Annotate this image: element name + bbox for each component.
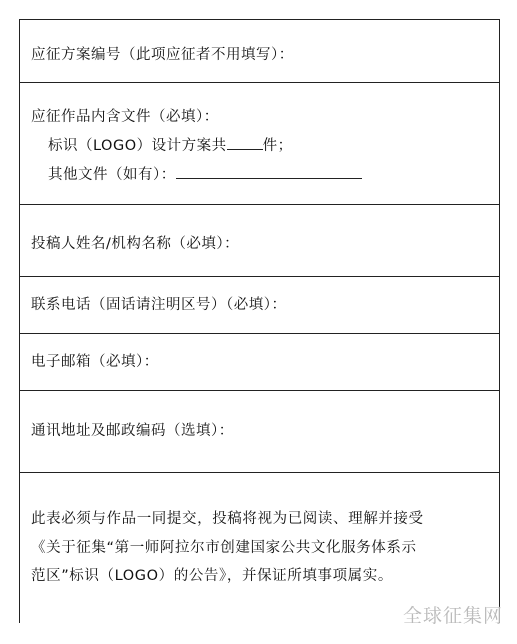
- scheme-number-row: [20, 20, 499, 83]
- submitter-name-label: 投稿人姓名/机构名称（必填）：: [31, 236, 240, 252]
- phone-row: [20, 277, 499, 334]
- other-files-line: [31, 161, 499, 190]
- logo-count-label: 标识（LOGO）设计方案共: [48, 138, 227, 154]
- included-files-heading: 应征作品内含文件（必填）：: [31, 109, 219, 125]
- address-row: [20, 391, 499, 473]
- logo-count-line: [31, 132, 499, 161]
- declaration-line-2: 《关于征集“第一师阿拉尔市创建国家公共文化服务体系示: [31, 539, 417, 556]
- watermark-logo: 全球征集网: [402, 605, 503, 627]
- submission-form: [19, 19, 500, 623]
- scheme-number-label: 应征方案编号（此项应征者不用填写）：: [31, 47, 294, 63]
- included-files-row: [20, 83, 499, 205]
- logo-count-blank[interactable]: [227, 135, 263, 150]
- declaration-line-3: 范区”标识（LOGO）的公告》，并保证所填事项属实。: [31, 568, 393, 584]
- email-row: [20, 334, 499, 391]
- other-files-blank[interactable]: [176, 164, 362, 179]
- address-label: 通讯地址及邮政编码（选填）：: [31, 423, 234, 439]
- submitter-name-row: [20, 205, 499, 277]
- email-label: 电子邮箱（必填）：: [31, 354, 159, 370]
- other-files-label: 其他文件（如有）：: [48, 167, 176, 183]
- declaration-line-1: 此表必须与作品一同提交，投稿将视为已阅读、理解并接受: [31, 511, 424, 527]
- logo-count-suffix: 件；: [262, 138, 293, 154]
- phone-label: 联系电话（固话请注明区号）（必填）：: [31, 297, 287, 313]
